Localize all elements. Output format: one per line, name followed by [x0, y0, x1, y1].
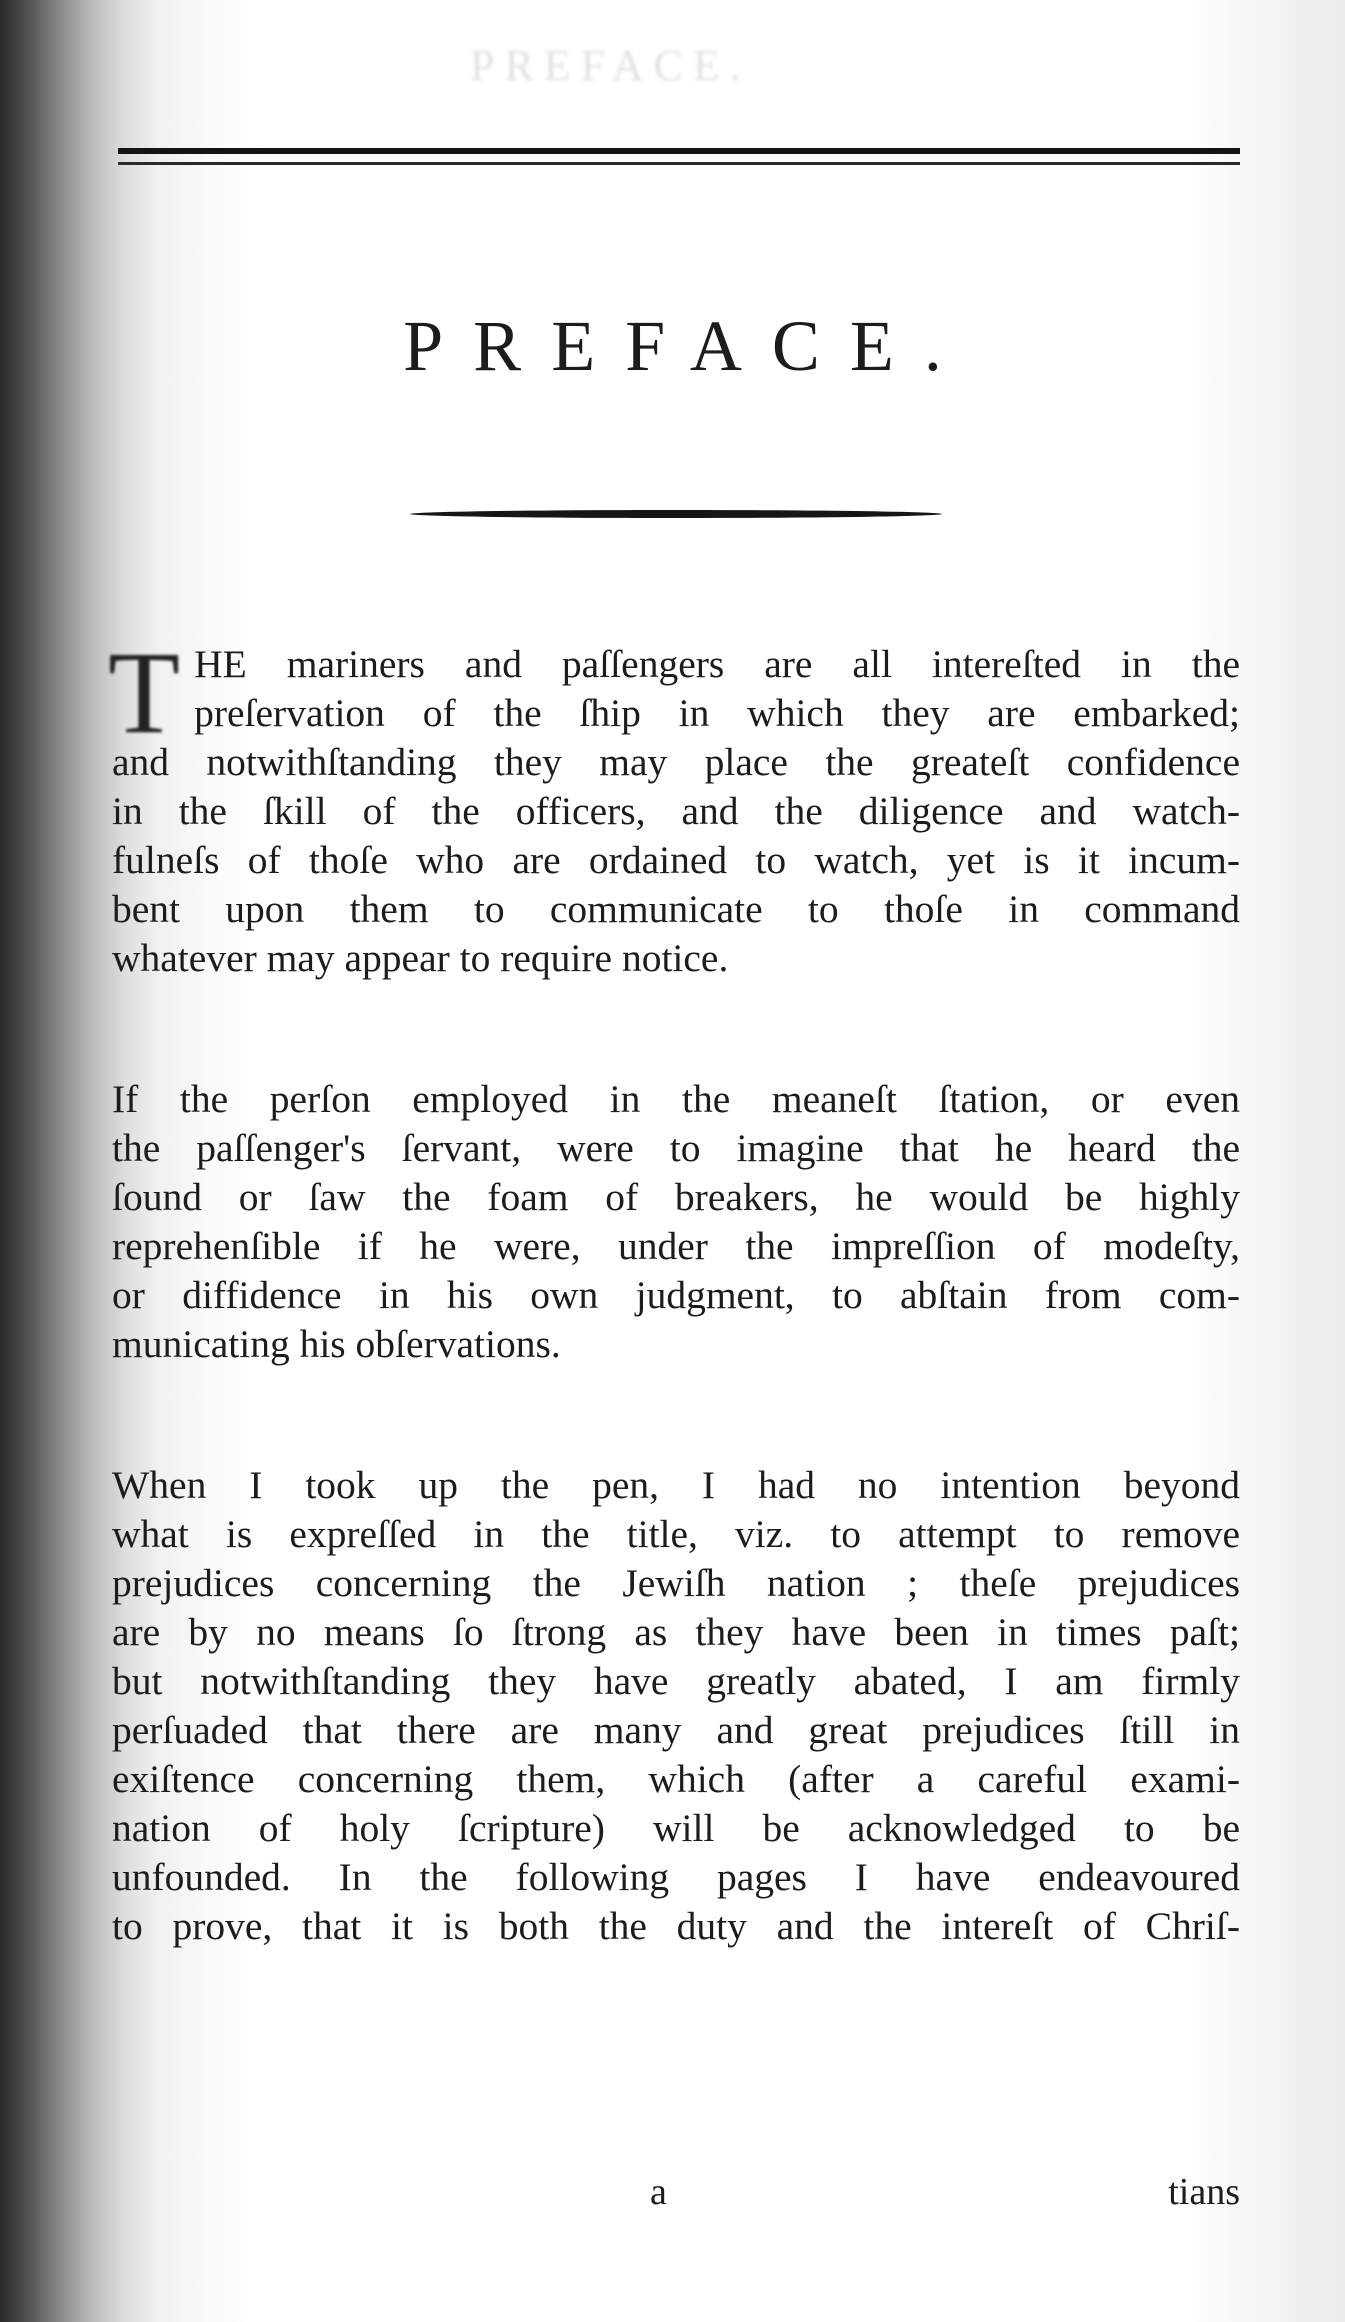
text-line: and notwithſtanding they may place the greateſt confidence [112, 740, 1240, 784]
text-line: nation of holy ſcripture) will be acknowledged to be [112, 1806, 1240, 1850]
text-line: ſound or ſaw the foam of breakers, he would be highly [112, 1175, 1240, 1219]
text-line: preſervation of the ſhip in which they are embarked; [194, 691, 1240, 735]
text-line: If the perſon employed in the meaneſt ſtation, or even [112, 1077, 1240, 1121]
drop-cap: T [108, 627, 181, 758]
text-line: are by no means ſo ſtrong as they have been in times paſt; [112, 1610, 1240, 1654]
signature-mark: a [650, 2171, 667, 2213]
text-line: to prove, that it is both the duty and the intereſt of Chriſ- [112, 1904, 1240, 1948]
text-line: When I took up the pen, I had no intention beyond [112, 1463, 1240, 1507]
title-underline-rule [410, 510, 942, 518]
paragraph-1 [108, 627, 1240, 983]
text-line: in the ſkill of the officers, and the diligence and watch- [112, 789, 1240, 833]
text-line: bent upon them to communicate to thoſe in command [112, 887, 1240, 931]
text-line: prejudices concerning the Jewiſh nation ; theſe prejudices [112, 1561, 1240, 1605]
text-line: HE mariners and paſſengers are all intereſted in the [194, 642, 1240, 686]
text-line: but notwithſtanding they have greatly abated, I am firmly [112, 1659, 1240, 1703]
catchword: tians [1168, 2171, 1240, 2213]
text-line: the paſſenger's ſervant, were to imagine that he heard the [112, 1126, 1240, 1170]
page-title: PREFACE. [403, 306, 972, 386]
text-line: perſuaded that there are many and great prejudices ſtill in [112, 1708, 1240, 1752]
top-double-rule-thin [118, 162, 1240, 165]
text-line: or diffidence in his own judgment, to abſtain from com- [112, 1273, 1240, 1317]
paragraph-2 [112, 1075, 1240, 1369]
top-double-rule-thick [118, 148, 1240, 154]
text-line: reprehenſible if he were, under the impreſſion of modeſty, [112, 1224, 1240, 1268]
bleed-through-heading: PREFACE. [470, 41, 751, 90]
text-line: what is expreſſed in the title, viz. to attempt to remove [112, 1512, 1240, 1556]
text-line: fulneſs of thoſe who are ordained to watch, yet is it incum- [112, 838, 1240, 882]
text-line: exiſtence concerning them, which (after a careful exami- [112, 1757, 1240, 1801]
text-line: municating his obſervations. [112, 1322, 561, 1366]
text-line: unfounded. In the following pages I have endeavoured [112, 1855, 1240, 1899]
paragraph-3 [112, 1461, 1240, 1951]
preface-body [108, 627, 1240, 2043]
text-line: whatever may appear to require notice. [112, 936, 729, 980]
